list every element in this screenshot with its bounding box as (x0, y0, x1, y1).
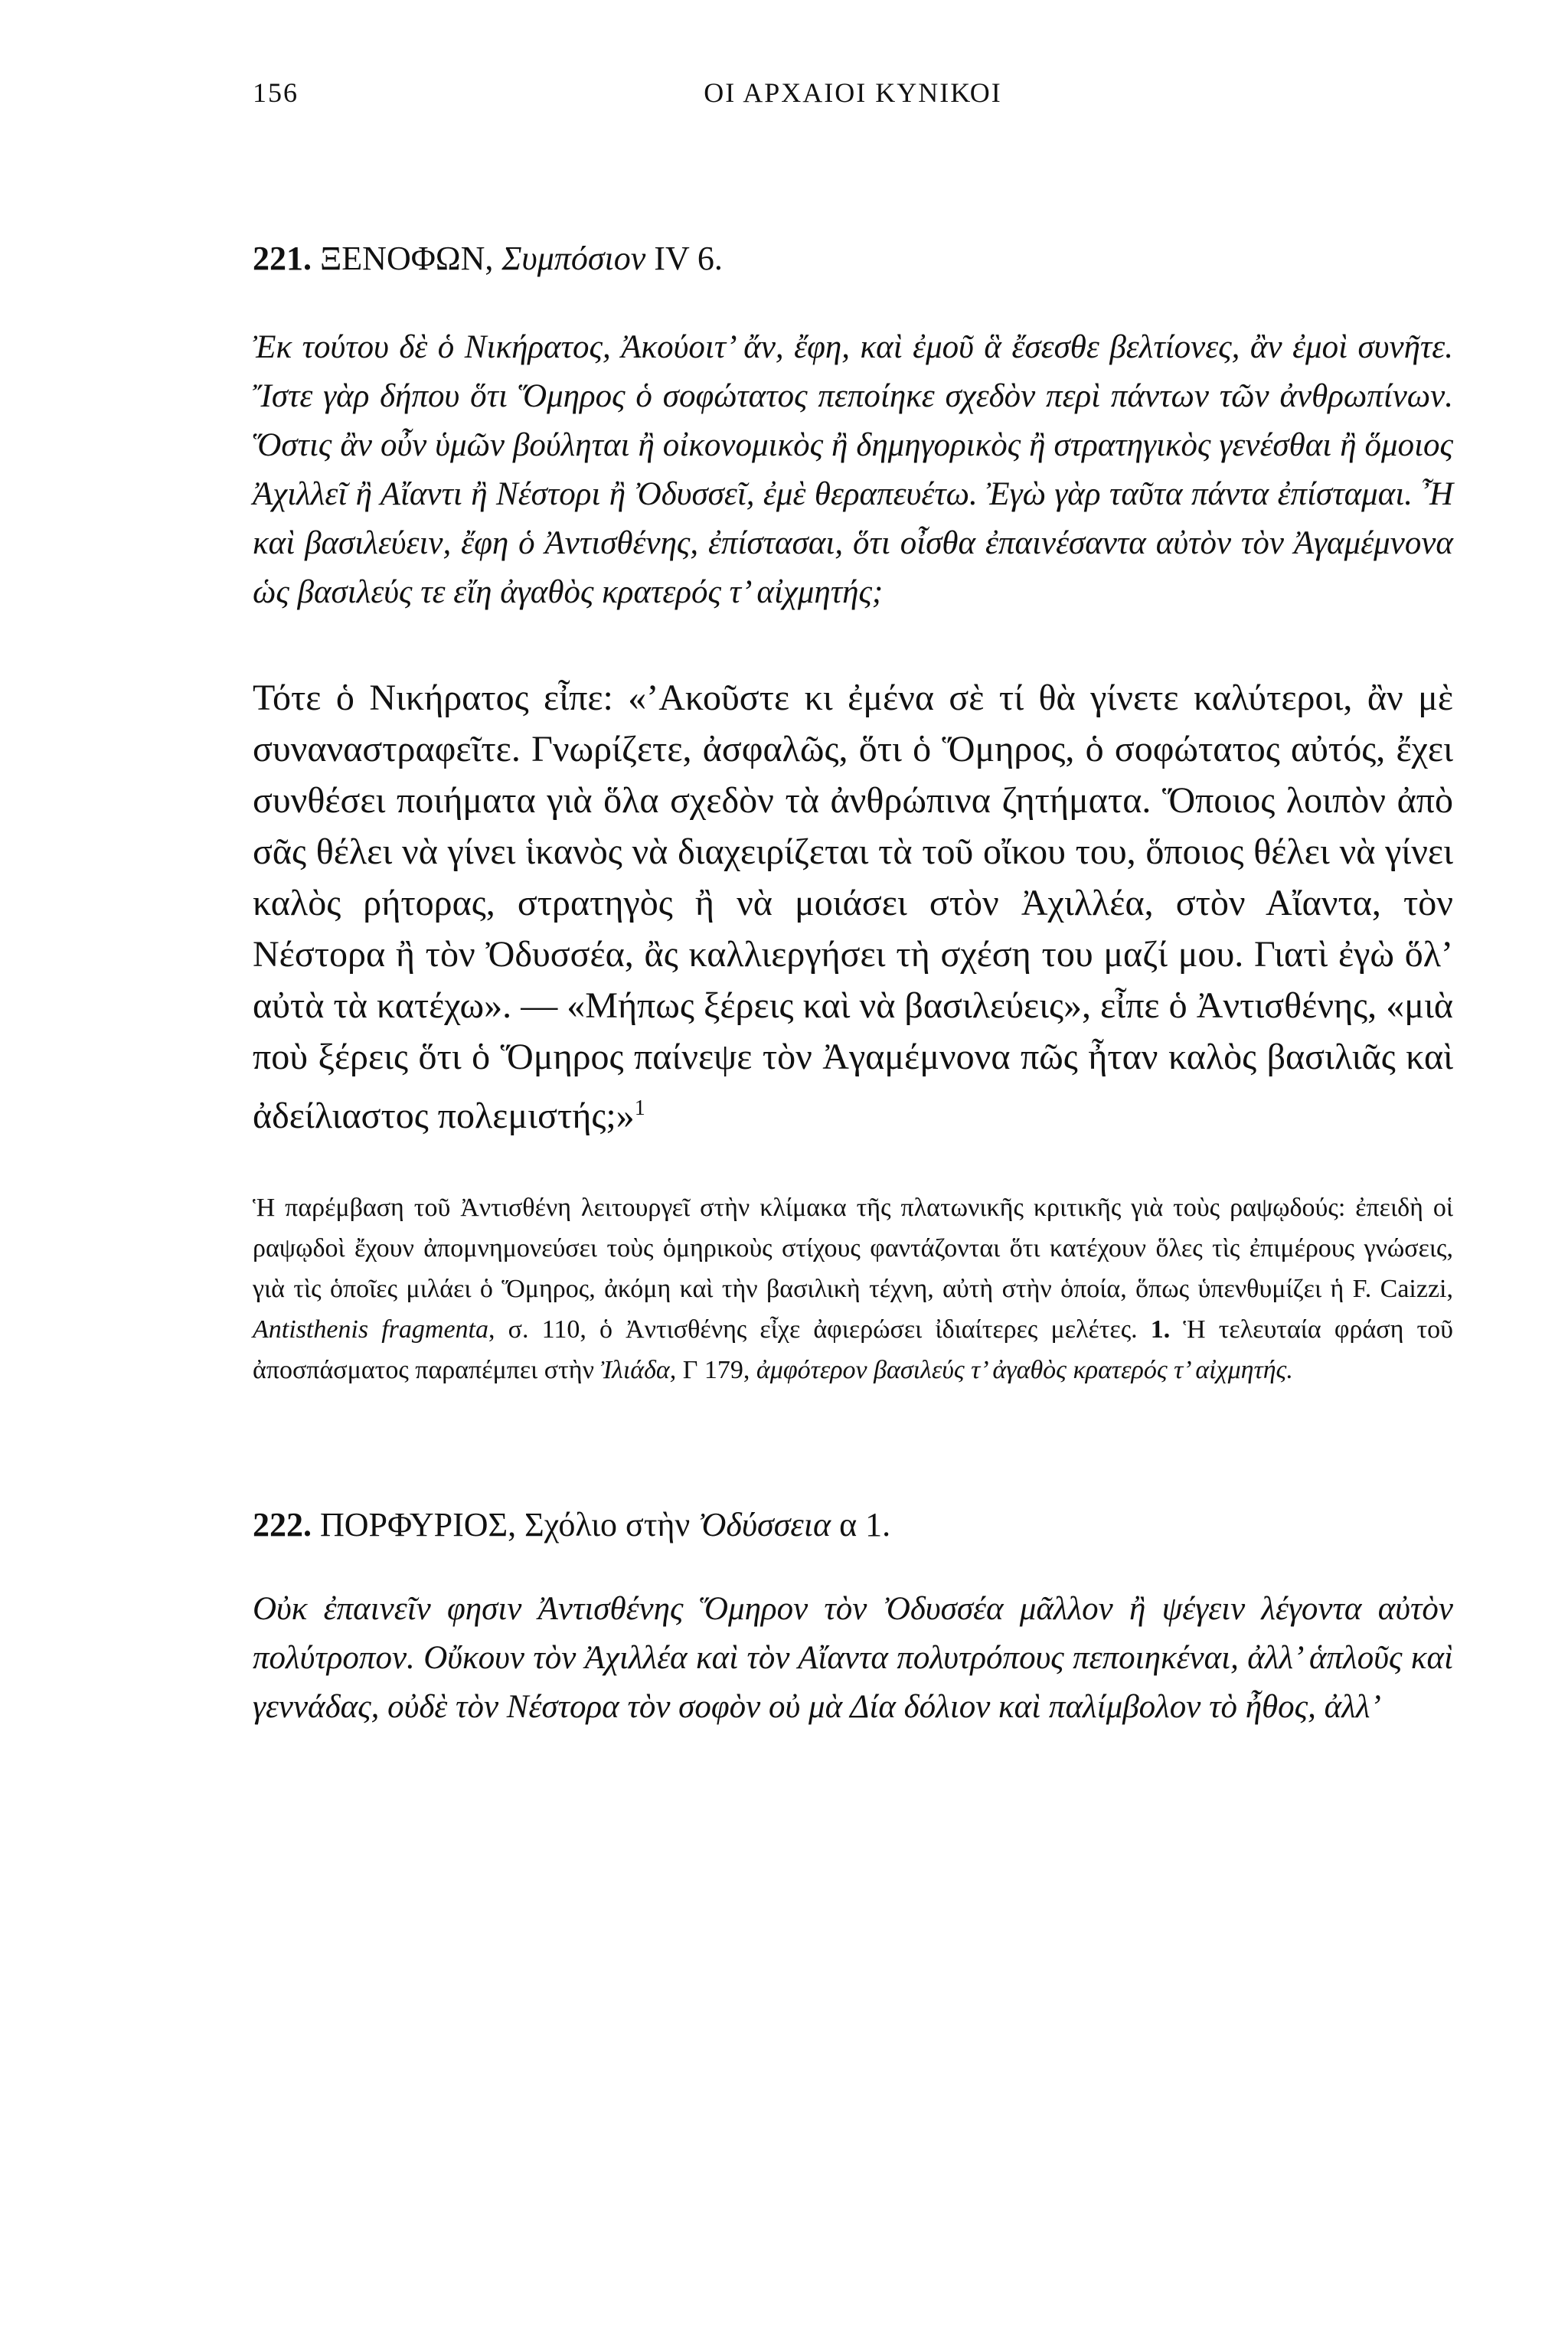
section-work: Συμπόσιον (501, 240, 646, 277)
section-number: 221. (253, 240, 312, 277)
comment-work-title: Antisthenis fragmenta (253, 1315, 488, 1344)
greek-original-text: Ἐκ τούτου δὲ ὁ Νικήρατος, Ἀκούοιτ’ ἄν, ἔφη, καὶ ἐμοῦ ἃ ἔσεσθε βελτίονες, ἂν ἐμοὶ συνῆτε. Ἴστε γὰρ δήπου ὅτι Ὅμηρος ὁ σοφώτατος πεποίηκε σχεδὸν περὶ πάντων τῶν ἀνθρωπίνων. Ὅστις ἂν οὖν ὑμῶν βούληται ἢ οἰκονομικὸς ἢ δημηγορικὸς ἢ στρατηγικὸς γενέσθαι ἢ ὅμοιος Ἀχιλλεῖ ἢ Αἴαντι ἢ Νέστορι ἢ Ὀδυσσεῖ, ἐμὲ θεραπευέτω. Ἐγὼ γὰρ ταῦτα πάντα ἐπίσταμαι. Ἦ καὶ βασιλεύειν, ἔφη ὁ Ἀντισθένης, ἐπίστασαι, ὅτι οἶσθα ἐπαινέσαντα αὐτὸν τὸν Ἀγαμέμνονα ὡς βασιλεύς τε εἴη ἀγαθὸς κρατερός τ’ αἰχμητής; (253, 329, 1453, 610)
comment-part-1: Ἡ παρέμβαση τοῦ Ἀντισθένη λειτουργεῖ στὴν κλίμακα τῆς πλατωνικῆς κριτικῆς γιὰ τοὺς ραψῳδούς: ἐπειδὴ οἱ ραψῳδοὶ ἔχουν ἀπομνημονεύσει τοὺς ὁμηρικοὺς στίχους φαντάζονται ὅτι κατέχουν ὅλες τὶς ἐπιμέρους γνώσεις, γιὰ τὶς ὁποῖες μιλάει ὁ Ὅμηρος, ἀκόμη καὶ τὴν βασιλικὴ τέχνη, αὐτὴ στὴν ὁποία, ὅπως ὑπενθυμίζει ἡ F. Caizzi, (253, 1194, 1453, 1303)
section-number: 222. (253, 1506, 312, 1543)
section-work-plain: Σχόλιο στὴν (524, 1506, 691, 1543)
comment-quote: ἀμφότερον βασιλεύς τ’ ἀγαθὸς κρατερός τ’ αἰχμητής. (756, 1356, 1293, 1384)
comment-part-3: Ἡ τελευταία φράση τοῦ ἀποσπάσματος παραπέμπει στὴν (253, 1315, 1453, 1384)
commentary (253, 1187, 1453, 1390)
section-ref: IV 6. (654, 240, 723, 277)
section-heading-221 (253, 237, 1453, 280)
greek-original-text-222: Οὐκ ἐπαινεῖν φησιν Ἀντισθένης Ὅμηρον τὸν Ὀδυσσέα μᾶλλον ἢ ψέγειν λέγοντα αὐτὸν πολύτροπον. Οὔκουν τὸν Ἀχιλλέα καὶ τὸν Αἴαντα πολυτρόπους πεποιηκέναι, ἀλλ’ ἁπλοῦς καὶ γεννάδας, οὐδὲ τὸν Νέστορα τὸν σοφὸν οὐ μὰ Δία δόλιον καὶ παλίμβολον τὸ ἦθος, ἀλλ’ (253, 1591, 1453, 1725)
section-ref: α 1. (839, 1506, 891, 1543)
translation-body: Τότε ὁ Νικήρατος εἶπε: «’Ακοῦστε κι ἐμένα σὲ τί θὰ γίνετε καλύτεροι, ἂν μὲ συναναστραφεῖτε. Γνωρίζετε, ἀσφαλῶς, ὅτι ὁ Ὅμηρος, ὁ σοφώτατος αὐτός, ἔχει συνθέσει ποιήματα γιὰ ὅλα σχεδὸν τὰ ἀνθρώπινα ζητήματα. Ὅποιος λοιπὸν ἀπὸ σᾶς θέλει νὰ γίνει ἱκανὸς νὰ διαχειρίζεται τὰ τοῦ οἴκου του, ὅποιος θέλει νὰ γίνει καλὸς ρήτορας, στρατηγὸς ἢ νὰ μοιάσει στὸν Ἀχιλλέα, στὸν Αἴαντα, τὸν Νέστορα ἢ τὸν Ὀδυσσέα, ἂς καλλιεργήσει τὴ σχέση του μαζί μου. Γιατὶ ἐγὼ ὅλ’ αὐτὰ τὰ κατέχω». — «Μήπως ξέρεις καὶ νὰ βασιλεύεις», εἶπε ὁ Ἀντισθένης, «μιὰ ποὺ ξέρεις ὅτι ὁ Ὅμηρος παίνεψε τὸν Ἀγαμέμνονα πῶς ἦταν καλὸς βασιλιᾶς καὶ ἀδείλιαστος πολεμιστής;» (253, 678, 1453, 1136)
running-head (253, 77, 1453, 122)
section-heading-222 (253, 1504, 1453, 1547)
comment-note-number: 1. (1150, 1315, 1171, 1344)
comment-part-4: Γ 179, (682, 1356, 750, 1384)
running-title: ΟΙ ΑΡΧΑΙΟΙ ΚΥΝΙΚΟΙ (704, 77, 1002, 108)
section-work: Ὀδύσσεια (698, 1506, 831, 1543)
section-author: ΞΕΝΟΦΩΝ, (320, 240, 494, 277)
section-author: ΠΟΡΦΥΡΙΟΣ, (320, 1506, 517, 1543)
comment-iliad: Ἰλιάδα, (600, 1356, 677, 1384)
translation-text (253, 672, 1453, 1142)
comment-part-2: , σ. 110, ὁ Ἀντισθένης εἶχε ἀφιερώσει ἰδιαίτερες μελέτες. (488, 1315, 1138, 1344)
page-number: 156 (253, 77, 299, 108)
footnote-mark: 1 (634, 1096, 645, 1120)
